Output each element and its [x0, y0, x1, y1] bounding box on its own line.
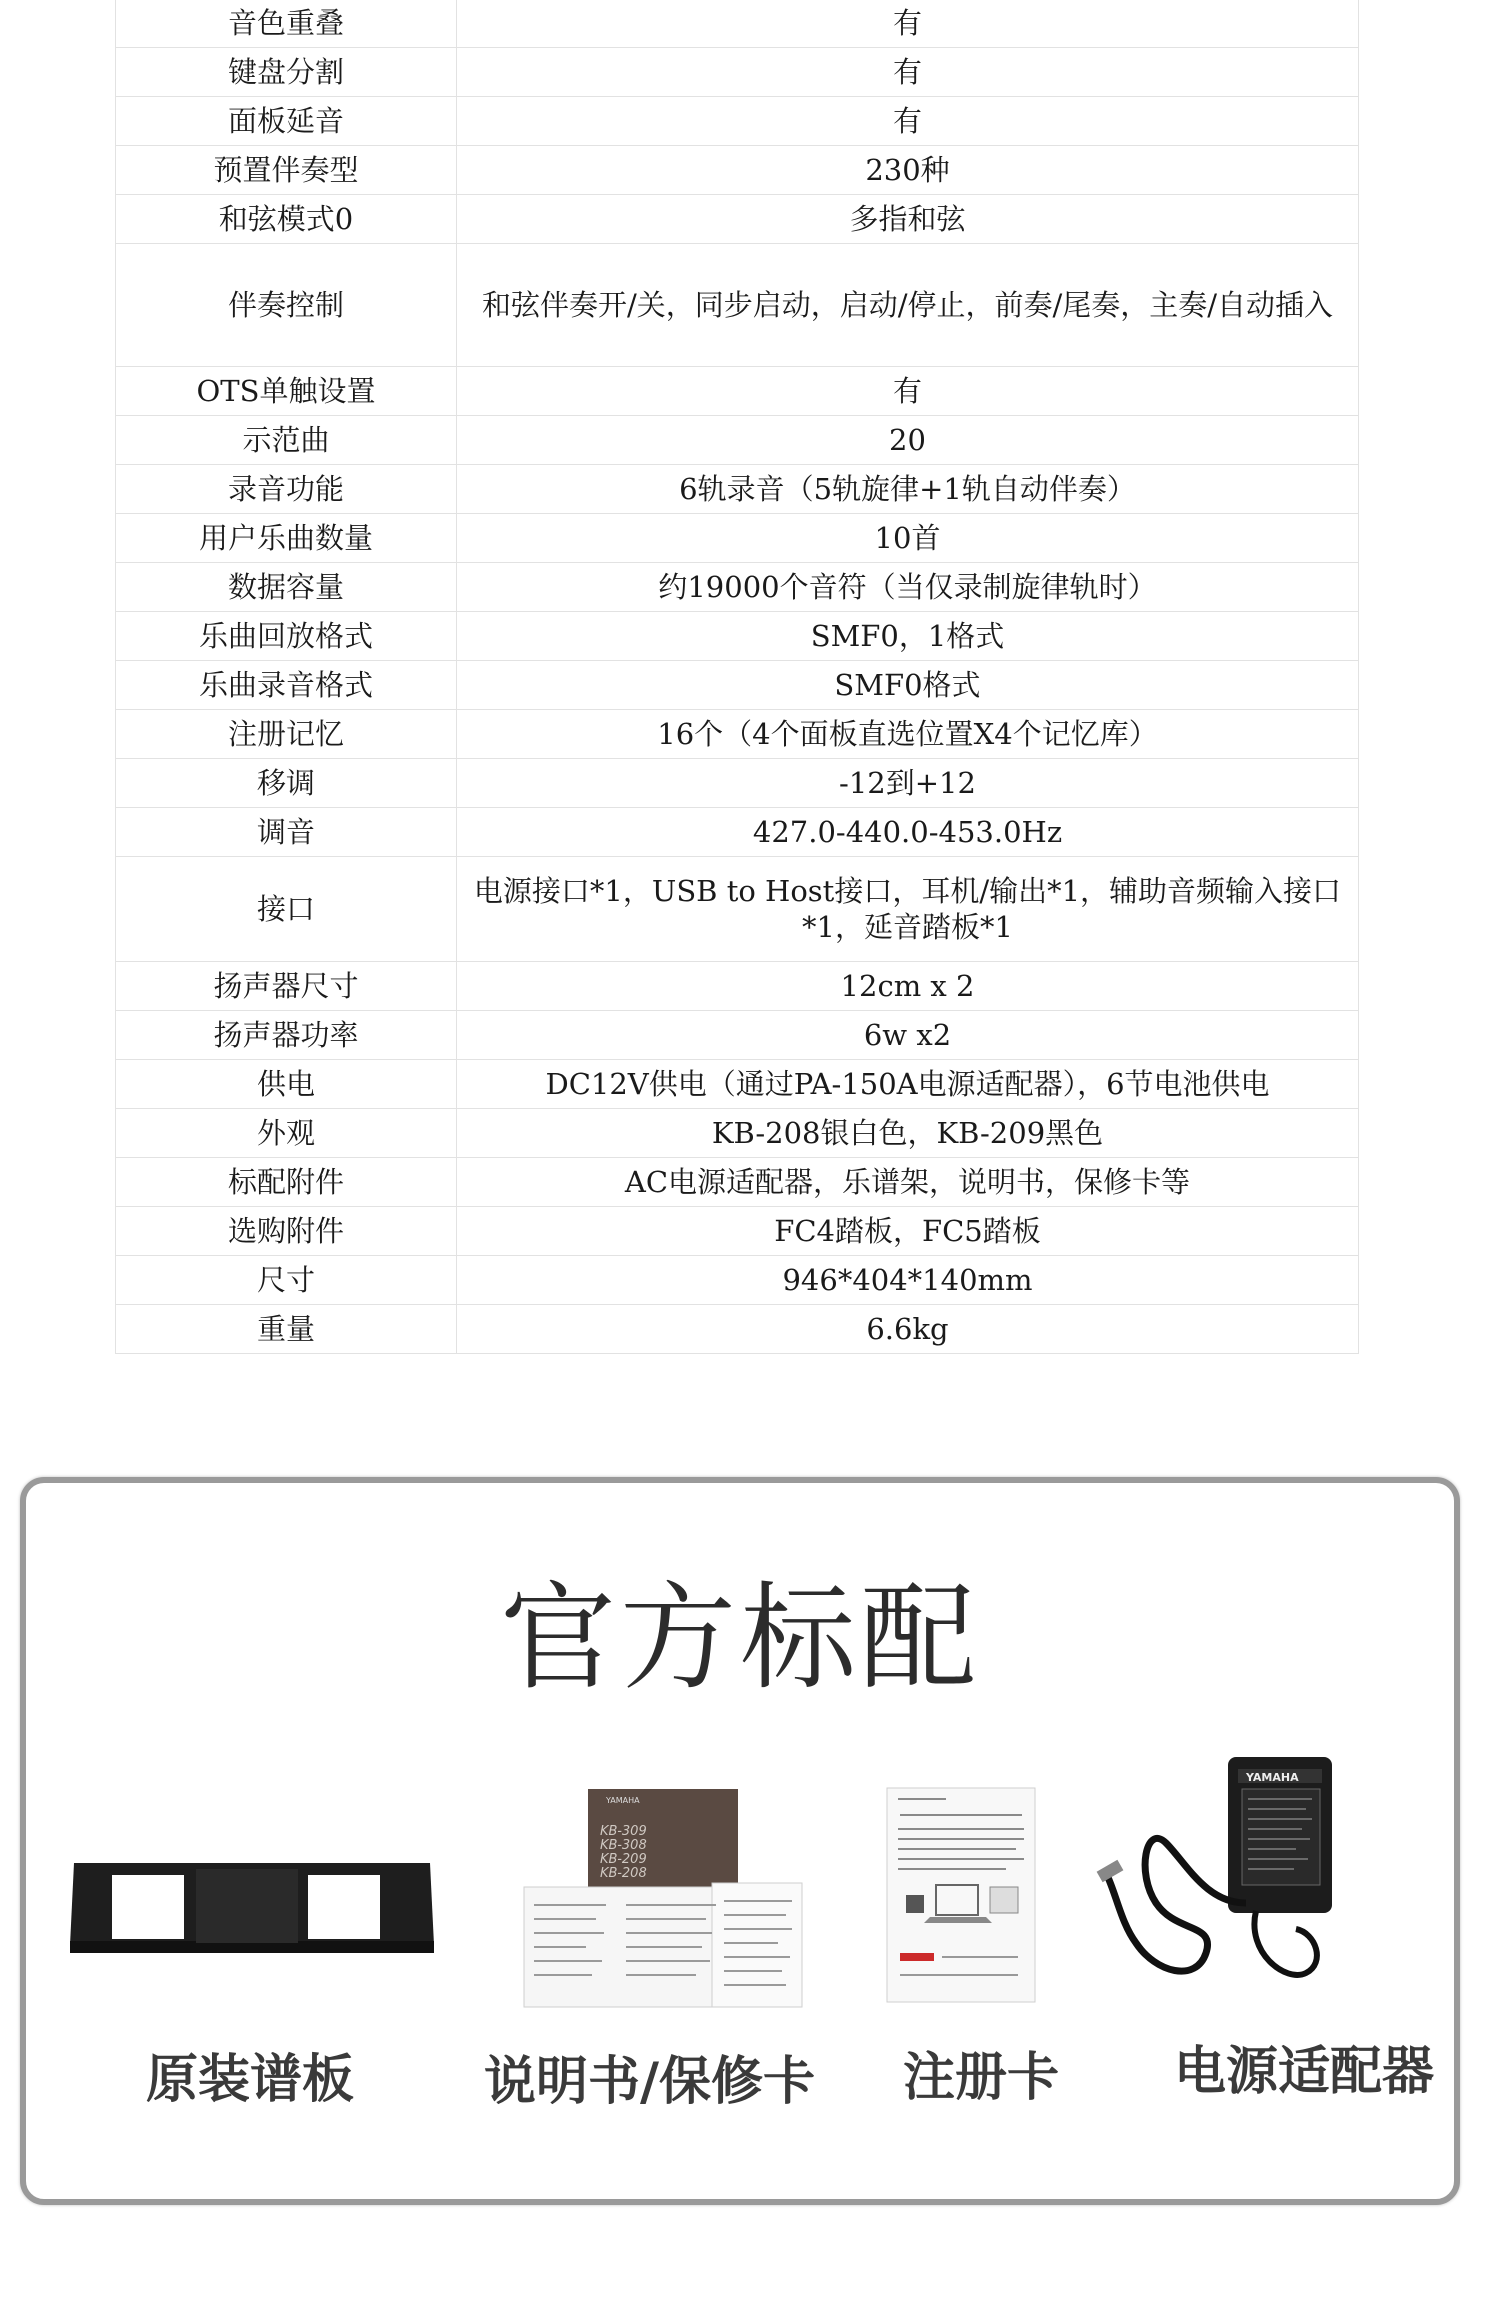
accessories-card	[20, 1477, 1460, 2205]
spec-row	[116, 1256, 1359, 1305]
svg-text:KB-209: KB-209	[600, 1852, 647, 1867]
spec-label: 乐曲录音格式	[116, 661, 457, 710]
spec-value: 约19000个音符（当仅录制旋律轨时）	[457, 563, 1359, 612]
accessory-caption: 注册卡	[903, 2048, 1060, 2108]
spec-row	[116, 661, 1359, 710]
spec-label: 音色重叠	[116, 0, 457, 48]
spec-value: SMF0格式	[457, 661, 1359, 710]
spec-label: 移调	[116, 759, 457, 808]
accessory-caption: 电源适配器	[1174, 2042, 1435, 2102]
spec-row	[116, 244, 1359, 367]
spec-row	[116, 367, 1359, 416]
spec-label: 用户乐曲数量	[116, 514, 457, 563]
spec-label: 外观	[116, 1109, 457, 1158]
spec-row	[116, 1207, 1359, 1256]
spec-row	[116, 514, 1359, 563]
spec-row	[116, 0, 1359, 48]
spec-value: 有	[457, 97, 1359, 146]
spec-value: AC电源适配器，乐谱架，说明书，保修卡等	[457, 1158, 1359, 1207]
spec-label: 预置伴奏型	[116, 146, 457, 195]
spec-value: 有	[457, 48, 1359, 97]
spec-label: 伴奏控制	[116, 244, 457, 367]
spec-value: 946*404*140mm	[457, 1256, 1359, 1305]
spec-value: 427.0-440.0-453.0Hz	[457, 808, 1359, 857]
svg-text:KB-308: KB-308	[600, 1838, 647, 1853]
spec-value: 和弦伴奏开/关，同步启动，启动/停止，前奏/尾奏，主奏/自动插入	[457, 244, 1359, 367]
spec-value: SMF0，1格式	[457, 612, 1359, 661]
spec-value: DC12V供电（通过PA-150A电源适配器），6节电池供电	[457, 1060, 1359, 1109]
spec-table	[115, 0, 1359, 1354]
spec-label: 和弦模式0	[116, 195, 457, 244]
spec-value: 12cm x 2	[457, 962, 1359, 1011]
spec-value: 10首	[457, 514, 1359, 563]
spec-label: 示范曲	[116, 416, 457, 465]
spec-row	[116, 146, 1359, 195]
spec-value: 多指和弦	[457, 195, 1359, 244]
spec-row	[116, 1305, 1359, 1354]
spec-row	[116, 710, 1359, 759]
spec-row	[116, 1158, 1359, 1207]
svg-text:KB-309: KB-309	[600, 1824, 647, 1839]
spec-value: 20	[457, 416, 1359, 465]
spec-label: 数据容量	[116, 563, 457, 612]
accessories-title: 官方标配	[500, 1571, 980, 1706]
spec-value: 电源接口*1，USB to Host接口，耳机/输出*1，辅助音频输入接口*1，延音踏板*1	[457, 857, 1359, 962]
spec-label: 注册记忆	[116, 710, 457, 759]
spec-label: 供电	[116, 1060, 457, 1109]
spec-value: 6.6kg	[457, 1305, 1359, 1354]
spec-row	[116, 808, 1359, 857]
spec-row	[116, 1109, 1359, 1158]
manual-icon	[516, 1783, 806, 2013]
spec-row	[116, 612, 1359, 661]
spec-row	[116, 759, 1359, 808]
registration-card-icon	[886, 1787, 1036, 2003]
spec-label: 扬声器功率	[116, 1011, 457, 1060]
spec-value: KB-208银白色，KB-209黑色	[457, 1109, 1359, 1158]
spec-label: 扬声器尺寸	[116, 962, 457, 1011]
spec-value: -12到+12	[457, 759, 1359, 808]
svg-text:KB-208: KB-208	[600, 1866, 647, 1881]
spec-label: 录音功能	[116, 465, 457, 514]
power-adapter-icon	[1096, 1753, 1346, 2003]
spec-value: 6w x2	[457, 1011, 1359, 1060]
spec-label: 选购附件	[116, 1207, 457, 1256]
spec-label: 接口	[116, 857, 457, 962]
accessory-caption: 说明书/保修卡	[484, 2052, 815, 2112]
spec-label: OTS单触设置	[116, 367, 457, 416]
brand-mark: YAMAHA	[1246, 1771, 1299, 1784]
spec-row	[116, 1011, 1359, 1060]
spec-row	[116, 465, 1359, 514]
spec-row	[116, 416, 1359, 465]
spec-row	[116, 962, 1359, 1011]
spec-label: 标配附件	[116, 1158, 457, 1207]
spec-value: 有	[457, 367, 1359, 416]
brand-mark: YAMAHA	[606, 1796, 640, 1805]
spec-label: 尺寸	[116, 1256, 457, 1305]
spec-row	[116, 563, 1359, 612]
spec-value: 6轨录音（5轨旋律+1轨自动伴奏）	[457, 465, 1359, 514]
spec-value: 230种	[457, 146, 1359, 195]
spec-row	[116, 48, 1359, 97]
spec-label: 面板延音	[116, 97, 457, 146]
music-stand-icon	[68, 1845, 438, 1965]
spec-label: 重量	[116, 1305, 457, 1354]
spec-value: 有	[457, 0, 1359, 48]
spec-row	[116, 195, 1359, 244]
spec-value: FC4踏板，FC5踏板	[457, 1207, 1359, 1256]
spec-row	[116, 1060, 1359, 1109]
spec-row	[116, 857, 1359, 962]
spec-row	[116, 97, 1359, 146]
spec-label: 乐曲回放格式	[116, 612, 457, 661]
spec-label: 键盘分割	[116, 48, 457, 97]
accessory-caption: 原装谱板	[146, 2050, 355, 2110]
spec-label: 调音	[116, 808, 457, 857]
spec-value: 16个（4个面板直选位置X4个记忆库）	[457, 710, 1359, 759]
